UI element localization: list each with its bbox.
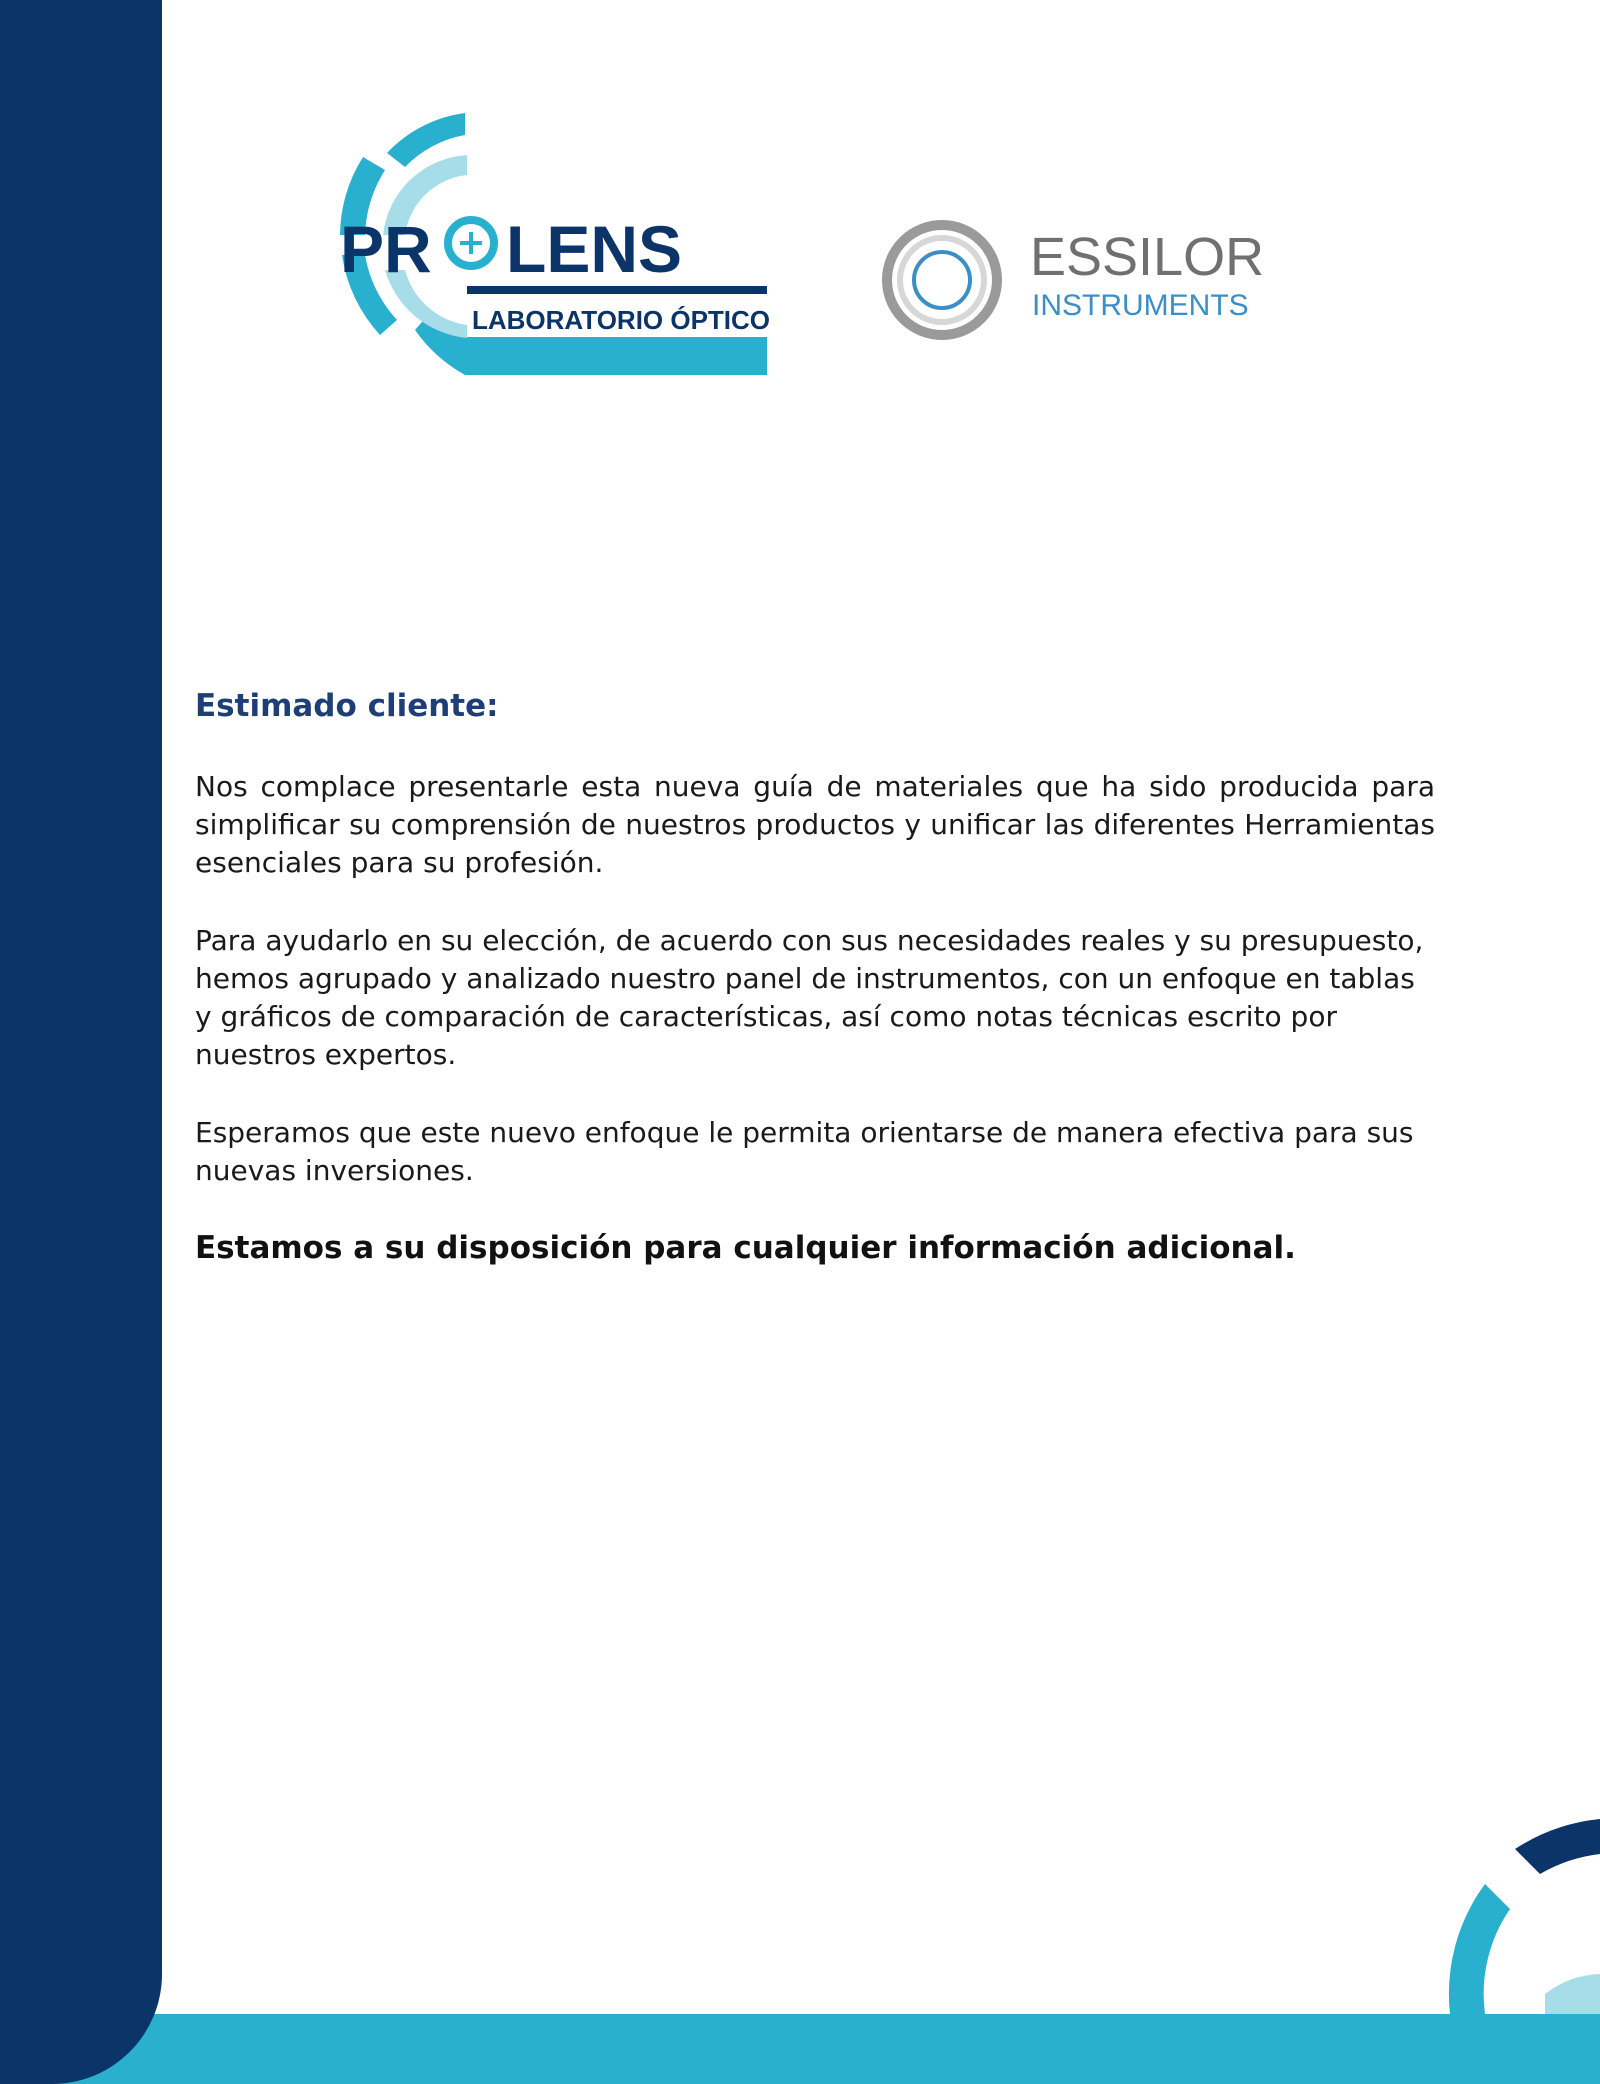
essilor-subtitle: INSTRUMENTS xyxy=(1032,289,1249,322)
closing-statement: Estamos a su disposición para cualquier información adicional. xyxy=(195,1230,1296,1266)
bottom-cyan-band xyxy=(0,2014,1600,2084)
left-navy-band xyxy=(0,0,162,2084)
paragraph-3: Esperamos que este nuevo enfoque le permita orientarse de manera efectiva para sus nuevas inversiones. xyxy=(195,1116,1414,1187)
prolens-lens: LENS xyxy=(506,212,683,286)
essilor-name: ESSILOR xyxy=(1030,227,1265,287)
paragraph-1: Nos complace presentarle esta nueva guía de materiales que ha sido producida para simplificar su comprensión de nuestros productos y unificar las diferentes Herramientas esenciales para su profesión. xyxy=(195,770,1435,879)
letter-body xyxy=(195,688,1435,1266)
paragraph-2: Para ayudarlo en su elección, de acuerdo con sus necesidades reales y su presupuesto, hemos agrupado y analizado nuestro panel de instrumentos, con un enfoque en tablas y gráficos de comparación de características, así como notas técnicas escrito por nuestros expertos. xyxy=(195,924,1424,1071)
corner-arcs-decoration xyxy=(1400,1814,1600,2014)
prolens-logo xyxy=(330,105,780,385)
prolens-subtitle: LABORATORIO ÓPTICO xyxy=(472,305,771,335)
prolens-pr: PR xyxy=(340,212,432,286)
ring-lens-icon xyxy=(887,225,997,335)
essilor-logo xyxy=(880,215,1320,345)
greeting-heading: Estimado cliente: xyxy=(195,688,499,724)
